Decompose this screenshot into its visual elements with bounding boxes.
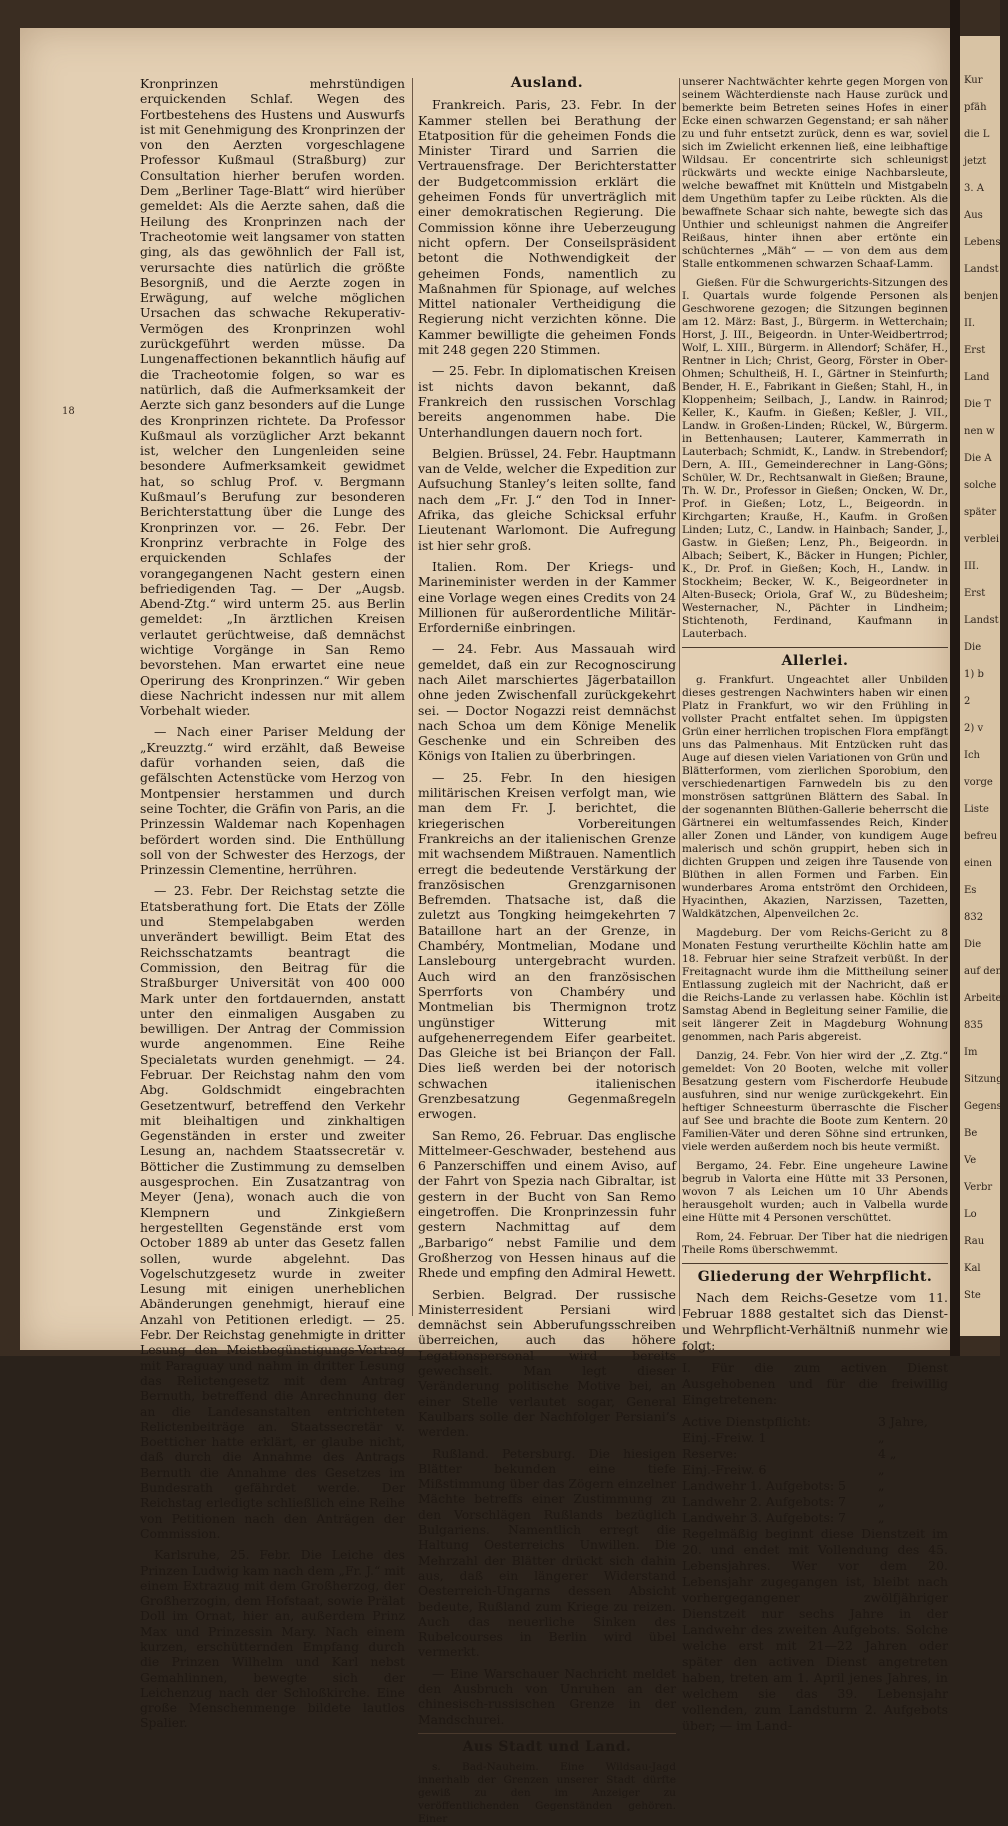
article-paragraph: Belgien. Brüssel, 24. Febr. Hauptmann van de Velde, welcher die Expedition zur Aufsuchung Stanley’s leiten sollte, fand nach dem „Fr. J.“ den Tod in Inner-Afrika, das gleiche Schicksal erfuhr Lieutenant Warlomont. Die Aufregung ist hier sehr groß.	[418, 445, 676, 553]
article-paragraph: — 24. Febr. Aus Massauah wird gemeldet, daß ein zur Recognoscirung nach Ailet marschiertes Jägerbataillon ohne jeden Zwischenfall zurückgekehrt sei. — Doctor Nogazzi reist demnächst nach Schoa um dem Könige Menelik Geschenke und ein Schreiben des Königs von Italien zu überbringen.	[418, 641, 676, 764]
adjacent-page-fragment: Ich	[964, 750, 980, 761]
adjacent-page-fragment: Landst	[964, 264, 999, 275]
wehr-row-value: 3 Jahre,	[878, 1414, 928, 1429]
adjacent-page-fragment: Kur	[964, 75, 983, 86]
column-rule	[412, 78, 413, 1316]
adjacent-page-edge	[960, 36, 1008, 1336]
article-paragraph: — Eine Warschauer Nachricht meldet den Ausbruch von Unruhen an der chinesisch-russischen Grenze in der Mandschurei.	[418, 1665, 676, 1727]
adjacent-page-fragment: Die A	[964, 453, 992, 464]
adjacent-page-fragment: befreu	[964, 831, 998, 842]
wehr-row	[682, 1462, 948, 1478]
wehr-row-value: „	[878, 1462, 885, 1477]
wehr-row	[682, 1478, 948, 1494]
adjacent-page-fragment: III.	[964, 561, 980, 572]
adjacent-page-fragment: Verbr	[964, 1182, 993, 1193]
wehr-row-value: „	[878, 1478, 885, 1493]
adjacent-page-fragment: Ste	[964, 1290, 981, 1301]
article-paragraph: unserer Nachtwächter kehrte gegen Morgen von seinem Wächterdienste nach Hause zurück und bemerkte beim Betreten seines Hofes in einer Ecke einen schwarzen Gegenstand; er sah näher zu und fuhr entsetzt zurück, denn es war, soviel sich im Zwielicht erkennen ließ, eine leibhaftige Wildsau. Er concentrirte sich schleunigst rückwärts und weckte einige Nachbarsleute, welche bewaffnet mit Knütteln und Mistgabeln dem Ungethüm tapfer zu Leibe rückten. Als die bewaffnete Schaar sich nahte, bewegte sich das Unthier und schleunigst nahmen die Angreifer Reißaus, hinter ihnen aber ertönte ein schüchternes „Mäh“ — — von dem aus dem Stalle entkommenen schwarzen Schaaf-Lamm.	[682, 76, 948, 270]
column-1	[140, 76, 405, 1731]
adjacent-page-fragment: 835	[964, 1020, 984, 1031]
article-paragraph: — 25. Febr. In den hiesigen militärischen Kreisen verfolgt man, wie man dem Fr. J. berichtet, die kriegerischen Vorbereitungen Frankreichs an der italienischen Grenze mit wachsendem Mißtrauen. Namentlich erregt die bedeutende Verstärkung der französischen Grenzgarnisonen Befremden. Thatsache ist, daß die zuletzt aus Tongking heimgekehrten 7 Bataillone hart an der Grenze, in Chambéry, Montmelian, Modane und Lanslebourg untergebracht wurden. Auch wird an den französischen Sperrforts von Chambéry und Montmelian bis Thermignon trotz ungünstiger Witterung mit aufgehenerregendem Eifer gearbeitet. Das Gleiche ist bei Briançon der Fall. Dies ließ werden bei der notorisch schwachen italienischen Grenzbesatzung Gegenmaßregeln erwogen.	[418, 769, 676, 1122]
adjacent-page-fragment: einen	[964, 858, 992, 869]
wehr-row-label: Einj.-Freiw. 6	[682, 1462, 767, 1477]
wehr-part-title: I. Für die zum activen Dienst Ausgehobenen und für die freiwillig Eingetretenen:	[682, 1360, 948, 1407]
adjacent-page-fragment: Es	[964, 885, 977, 896]
adjacent-page-fragment: 3. A	[964, 183, 984, 194]
wehr-row-value: „	[878, 1430, 885, 1445]
article-paragraph: Gießen. Für die Schwurgerichts-Sitzungen des I. Quartals wurde folgende Personen als Geschworene gezogen; die Sitzungen beginnen am 12. März: Bast, J., Bürgerm. in Wetterchain; Horst, J. III., Beigeordn. in Unter-Weidbertrrod; Wolf, L. XIII., Bürgerm. in Allendorf; Schäfer, H., Rentner in Lich; Christ, Georg, Förster in Ober-Ohmen; Schultheiß, H. I., Gärtner in Steinfurth; Bender, H. E., Fabrikant in Gießen; Stahl, H., in Kloppenheim; Seilbach, J., Landw. in Rainrod; Keller, K., Kaufm. in Gießen; Keßler, J. VII., Landw. in Großen-Linden; Rückel, W., Bürgerm. in Bettenhausen; Lauterer, Kammerrath in Lauterbach; Schmidt, K., Landw. in Strebendorf; Dern, A. III., Gemeinderechner in Lang-Göns; Schüler, W. Dr., Rechtsanwalt in Gießen; Braune, Th. W. Dr., Professor in Gießen; Oncken, W. Dr., Prof. in Gießen; Lotz, L., Beigeordn. in Kirchgarten; Krauße, H., Kaufm. in Großen Linden; Lutz, C., Landw. in Hainbach; Sander, J., Gastw. in Gießen; Lenz, Ph., Beigeordn. in Albach; Seibert, K., Bäcker in Hungen; Pichler, K., Dr. Prof. in Gießen; Koch, H., Landw. in Stockheim; Becker, W. K., Beigeordneter in Alten-Buseck; Oriola, Graf W., zu Büdesheim; Westernacher, N., Pächter in Lindheim; Stichtenoth, Ferdinand, Kaufmann in Lauterbach.	[682, 277, 948, 640]
article-paragraph: — 25. Febr. In diplomatischen Kreisen ist nichts davon bekannt, daß Frankreich den russischen Vorschlag bereits angenommen habe. Die Unterhandlungen dauern noch fort.	[418, 363, 676, 440]
article-paragraph: Bergamo, 24. Febr. Eine ungeheure Lawine begrub in Valorta eine Hütte mit 33 Personen, wovon 7 als Leichen um 10 Uhr Abends herausgeholt wurden; auch in Valbella wurde eine Hütte mit 4 Personen verschüttet.	[682, 1160, 948, 1224]
adjacent-page-fragment: Lebens	[964, 237, 1001, 248]
article-paragraph: g. Frankfurt. Ungeachtet aller Unbilden dieses gestrengen Nachwinters haben wir einen Platz in Frankfurt, wo wir den Frühling in vollster Pracht entfaltet sehen. Im üppigsten Grün einer herrlichen tropischen Flora empfängt uns das Palmenhaus. Mit Entzücken ruht das Auge auf diesen vielen Variationen von Grün und Blätterformen, vom zierlichen Sporobium, den verschiedenartigen Farnwedeln bis zu den monströsen sattgrünen Blättern des Sabal. In der sogenannten Blüthen-Gallerie beherrscht die Gärtnerei ein weltumfassendes Reich, Kinder aller Zonen und Länder, von kundigem Auge malerisch und schön gruppirt, heben sich in dichten Gruppen und zeigen ihre Tausende von Blüthen in allen Formen und Farben. Ein wunderbares Aroma entströmt den Orchideen, Hyacinthen, Akazien, Narzissen, Tazetten, Waldkätzchen, Alpenveilchen 2c.	[682, 674, 948, 920]
adjacent-page-fragment: benjen	[964, 291, 999, 302]
column-2	[418, 75, 676, 1826]
column-3	[682, 76, 948, 1733]
adjacent-page-fragment: Sitzung	[964, 1074, 1003, 1085]
wehr-row-label: Landwehr 2. Aufgebots: 7	[682, 1494, 847, 1509]
article-paragraph: — 23. Febr. Der Reichstag setzte die Etatsberathung fort. Die Etats der Zölle und Stempelabgaben werden unverändert bewilligt. Beim Etat des Reichsschatzamts beantragt die Commission, den Beitrag für die Straßburger Universität von 400 000 Mark unter den fortdauernden, anstatt unter den einmaligen Ausgaben zu bewilligen. Der Antrag der Commission wurde angenommen. Eine Reihe Specialetats wurden genehmigt. — 24. Februar. Der Reichstag nahm den vom Abg. Goldschmidt eingebrachten Gesetzentwurf, betreffend den Verkehr mit bleihaltigen und zinkhaltigen Gegenständen in erster und zweiter Lesung an, nachdem Staatssecretär v. Bötticher die Zustimmung zu demselben ausgesprochen. Ein Zusatzantrag von Meyer (Jena), wonach auch die von Klempnern und Zinkgießern hergestellten Gegenstände erst vom October 1889 ab unter das Gesetz fallen sollen, wurde abgelehnt. Das Vogelschutzgesetz wurde in zweiter Lesung mit einigen unerheblichen Abänderungen genehmigt, hierauf eine Anzahl von Petitionen erledigt. — 25. Febr. Der Reichstag genehmigte in dritter Lesung den Meistbegünstigungs-Vertrag mit Paraguay und nahm in dritter Lesung das Relictengesetz mit dem Antrag Bernuth, betreffend die Anrechnung der an die Landesanstalten entrichteten Relictenbeiträge an. Staatssecretär v. Boetticher hatte erklärt, er glaube nicht, daß durch die Annahme des Antrags Bernuth die Annahme des Gesetzes im Bundesrath gefährdet werde. Der Reichstag erledigte schließlich eine Reihe von Petitionen nach den Anträgen der Commission.	[140, 883, 405, 1541]
wehr-row-label: Einj.-Freiw. 1	[682, 1430, 767, 1445]
adjacent-page-fragment: Die	[964, 939, 982, 950]
adjacent-page-fragment: Erst	[964, 588, 986, 599]
adjacent-page-fragment: Liste	[964, 804, 989, 815]
adjacent-page-fragment: 2) v	[964, 723, 984, 734]
wehr-row	[682, 1446, 948, 1462]
adjacent-page-fragment: jetzt	[964, 156, 987, 167]
article-paragraph: Danzig, 24. Febr. Von hier wird der „Z. Ztg.“ gemeldet: Von 20 Booten, welche mit voller Besatzung gestern vom Fischerdorfe Heubude ausfuhren, sind nur wenige zurückgekehrt. Ein heftiger Schneesturm überraschte die Fischer auf See und brachte die Boote zum Kentern. 20 Familien-Väter und deren Söhne sind ertrunken, viele werden außerdem noch bis heute vermißt.	[682, 1050, 948, 1153]
article-paragraph: Frankreich. Paris, 23. Febr. In der Kammer stellen bei Berathung der Etatposition für die geheimen Fonds die Minister Tirard und Sarrien die Vertrauensfrage. Der Berichterstatter der Budgetcommission erklärt die geheimen Fonds für unverträglich mit einer demokratischen Regierung. Die Commission könne ihre Ueberzeugung nicht opfern. Der Conseilspräsident betont die Nothwendigkeit der geheimen Fonds, namentlich zu Maßnahmen für Spionage, auf welches Mittel nationaler Vertheidigung die Regierung nicht verzichten könne. Die Kammer bewilligte die geheimen Fonds mit 248 gegen 220 Stimmen.	[418, 97, 676, 358]
adjacent-page-fragment: Gegens	[964, 1101, 1002, 1112]
wehr-row-label: Landwehr 1. Aufgebots: 5	[682, 1478, 847, 1493]
wehr-table	[682, 1414, 948, 1526]
section-heading-stadt-land: Aus Stadt und Land.	[462, 1738, 632, 1755]
adjacent-page-fragment: Arbeiten	[964, 993, 1008, 1004]
adjacent-page-fragment: vorge	[964, 777, 993, 788]
wehr-row	[682, 1494, 948, 1510]
section-divider	[682, 1263, 948, 1264]
margin-mark: 18	[62, 406, 75, 417]
adjacent-page-fragment: II.	[964, 318, 976, 329]
column-rule	[679, 78, 680, 1316]
article-paragraph: Kronprinzen mehrstündigen erquickenden Schlaf. Wegen des Fortbestehens des Hustens und Auswurfs ist mit Genehmigung des Kronprinzen der von den Aerzten vorgeschlagene Professor Kußmaul (Straßburg) zur Consultation hierher berufen worden. Dem „Berliner Tage-Blatt“ wird hierüber gemeldet: Als die Aerzte sahen, daß die Heilung des Kronprinzen nach der Tracheotomie weit langsamer von statten ging, als das gewöhnlich der Fall ist, verursachte dies natürlich die größte Besorgniß, und die Aerzte zogen in Erwägung, auf welche möglichen Ursachen das schwache Rekuperativ-Vermögen des Kronprinzen wohl zurückgeführt werden müsse. Da Lungenaffectionen bekanntlich häufig auf die Tracheotomie folgen, so war es natürlich, daß die Aufmerksamkeit der Aerzte sich ganz besonders auf die Lunge des Kronprinzen richtete. Da Professor Kußmaul als vorzüglicher Arzt bekannt ist, welcher den Lungenleiden seine besondere Aufmerksamkeit gewidmet hat, so schlug Prof. v. Bergmann Kußmaul’s Berufung zur besonderen Berichterstattung über die Lunge des Kronprinzen vor. — 26. Febr. Der Kronprinz verbrachte in Folge des erquickenden Schlafes der vorangegangenen Nacht gestern einen befriedigenden Tag. — Der „Augsb. Abend-Ztg.“ wird unterm 25. aus Berlin gemeldet: „In ärztlichen Kreisen verlautet gerüchtweise, daß demnächst wichtige Vorgänge in San Remo bevorstehen. Man erwartet eine neue Operirung des Kronprinzen.“ Wir geben diese Nachricht indessen nur mit allem Vorbehalt wieder.	[140, 76, 405, 719]
section-heading-allerlei: Allerlei.	[781, 653, 849, 669]
adjacent-page-fragment: Be	[964, 1128, 978, 1139]
wehr-row	[682, 1430, 948, 1446]
section-divider	[418, 1733, 676, 1734]
adjacent-page-fragment: Rau	[964, 1236, 985, 1247]
article-paragraph: — Nach einer Pariser Meldung der „Kreuzztg.“ wird erzählt, daß Beweise dafür vorhanden seien, daß die gefälschten Actenstücke vom Herzog von Montpensier herstammen und durch seine Tochter, die Gräfin von Paris, an die Prinzessin Waldemar nach Kopenhagen befördert worden sind. Die Enthüllung soll von der Schwester des Herzogs, der Prinzessin Clementine, herrühren.	[140, 724, 405, 878]
adjacent-page-fragment: Erst	[964, 345, 986, 356]
wehr-row-value: „	[878, 1494, 885, 1509]
section-heading-wehrpflicht: Gliederung der Wehrpflicht.	[697, 1269, 933, 1285]
article-paragraph: Serbien. Belgrad. Der russische Ministerresident Persiani wird demnächst sein Abberufungsschreiben überreichen, auch das höhere Legationspersonal wird bereits gewechselt. Man legt dieser Veränderung politische Motive bei, an einer Stelle verlautet sogar, General Kaulbars solle der Nachfolger Persiani’s werden.	[418, 1286, 676, 1440]
adjacent-page-fragment: verblei	[964, 534, 1000, 545]
adjacent-page-fragment: 2	[964, 696, 971, 707]
adjacent-page-fragment: auf den	[964, 966, 1003, 977]
wehr-row-label: Active Dienstpflicht:	[682, 1414, 812, 1429]
wehr-row	[682, 1414, 948, 1430]
adjacent-page-fragment: Land	[964, 372, 990, 383]
wehr-row-label: Reserve:	[682, 1446, 738, 1461]
adjacent-page-fragment: Lo	[964, 1209, 977, 1220]
article-paragraph: s. Bad-Nauheim. Eine Wildsau-Jagd innerhalb der Grenzen unserer Stadt dürfte gewiß zu den im Anzeiger zu veröffentlichenden Gegenständen gehören. Einer	[418, 1761, 676, 1826]
adjacent-page-fragment: die L	[964, 129, 990, 140]
wehr-row-value: „	[878, 1510, 885, 1525]
article-paragraph: San Remo, 26. Februar. Das englische Mittelmeer-Geschwader, bestehend aus 6 Panzerschiffen und einem Aviso, auf der Fahrt von Spezia nach Gibraltar, ist gestern in der Bucht von San Remo eingetroffen. Die Kronprinzessin fuhr gestern Nachmittag auf dem „Barbarigo“ nebst Familie und dem Großherzog von Hessen hinaus auf die Rhede und empfing den Admiral Hewett.	[418, 1127, 676, 1281]
wehr-row	[682, 1510, 948, 1526]
section-heading-ausland: Ausland.	[510, 75, 584, 91]
article-paragraph: Magdeburg. Der vom Reichs-Gericht zu 8 Monaten Festung verurtheilte Köchlin hatte am 18. Februar hier seine Strafzeit verbüßt. In der Freitagnacht wurde ihm die Mittheilung seiner Entlassung zugleich mit der Nachricht, daß er die Reichs-Lande zu verlassen habe. Köchlin ist Samstag Abend in Begleitung seiner Familie, die seit längerer Zeit in Magdeburg Wohnung genommen, nach Paris abgereist.	[682, 927, 948, 1043]
wehr-text: Regelmäßig beginnt diese Dienstzeit im 20. und endet mit Vollendung des 45. Lebensjahres. Wer vor dem 20. Lebensjahr zugegangen ist, bleibt nach vorhergegangener zwölfjähriger Dienstzeit nur sechs Jahre in der Landwehr des zweiten Aufgebots. Solche welche erst mit 21—22 Jahren oder später den activen Dienst angetreten haben, treten am 1. April jenes Jahres, in welchem sie das 39. Lebensjahr vollenden, zum Landsturm 2. Aufgebots über; — im Land-	[682, 1526, 948, 1733]
book-gutter	[950, 0, 960, 1356]
article-paragraph: Rom, 24. Februar. Der Tiber hat die niedrigen Theile Roms überschwemmt.	[682, 1231, 948, 1256]
adjacent-page-fragment: 832	[964, 912, 984, 923]
section-divider	[682, 647, 948, 648]
adjacent-page-fragment: solche	[964, 480, 997, 491]
article-paragraph: Rußland. Petersburg. Die hiesigen Blätter bekunden eine tiefe Mißstimmung über das Zögern einzelner Mächte betreffs einer Zustimmung zu den Vorschlägen Rußlands bezüglich Bulgariens. Namentlich erregt die Haltung Oesterreichs Unwillen. Die Mehrzahl der Blätter drückt sich dahin aus, daß ein längerer Widerstand Oesterreich-Ungarns dessen Absicht bedeute, Rußland zum Kriege zu reizen. Auch das neuerliche Sinken des Rubelcourses in Berlin wird übel vermerkt.	[418, 1445, 676, 1660]
adjacent-page-fragment: 1) b	[964, 669, 984, 680]
article-paragraph: Italien. Rom. Der Kriegs- und Marineminister werden in der Kammer eine Vorlage wegen eines Credits von 24 Millionen für außerordentliche Militär-Erforderniße einbringen.	[418, 558, 676, 636]
adjacent-page-fragment: Im	[964, 1047, 978, 1058]
adjacent-page-fragment: später	[964, 507, 997, 518]
adjacent-page-fragment: Die T	[964, 399, 991, 410]
adjacent-page-fragment: Landst	[964, 615, 999, 626]
wehrpflicht-block	[682, 1290, 948, 1734]
wehr-intro: Nach dem Reichs-Gesetze vom 11. Februar 1888 gestaltet sich das Dienst- und Wehrpflicht-Verhältniß nunmehr wie folgt:	[682, 1290, 948, 1353]
wehr-row-value: 4 „	[878, 1446, 897, 1461]
adjacent-page-fragment: Die	[964, 642, 982, 653]
wehr-row-label: Landwehr 3. Aufgebots: 7	[682, 1510, 847, 1525]
adjacent-page-fragment: Ve	[964, 1155, 977, 1166]
article-paragraph: Karlsruhe, 25. Febr. Die Leiche des Prinzen Ludwig kam nach dem „Fr. J.“ mit einem Extrazug mit dem Großherzog, der Großherzogin, dem Hofstaat, sowie Prälat Doll im Ornat, hier an, außerdem Prinz Max und Prinzessin Mary. Nach einem kurzen, erschütternden Empfang durch die Prinzen Wilhelm und Karl nebst Gemahlinnen, bewegte sich der Leichenzug nach der Schloßkirche. Eine große Menschenmenge bildete lautlos Spalier.	[140, 1547, 405, 1731]
adjacent-page-fragment: Kal	[964, 1263, 981, 1274]
adjacent-page-fragment: nen w	[964, 426, 995, 437]
adjacent-page-fragment: pfäh	[964, 102, 987, 113]
adjacent-page-fragment: Aus	[964, 210, 983, 221]
